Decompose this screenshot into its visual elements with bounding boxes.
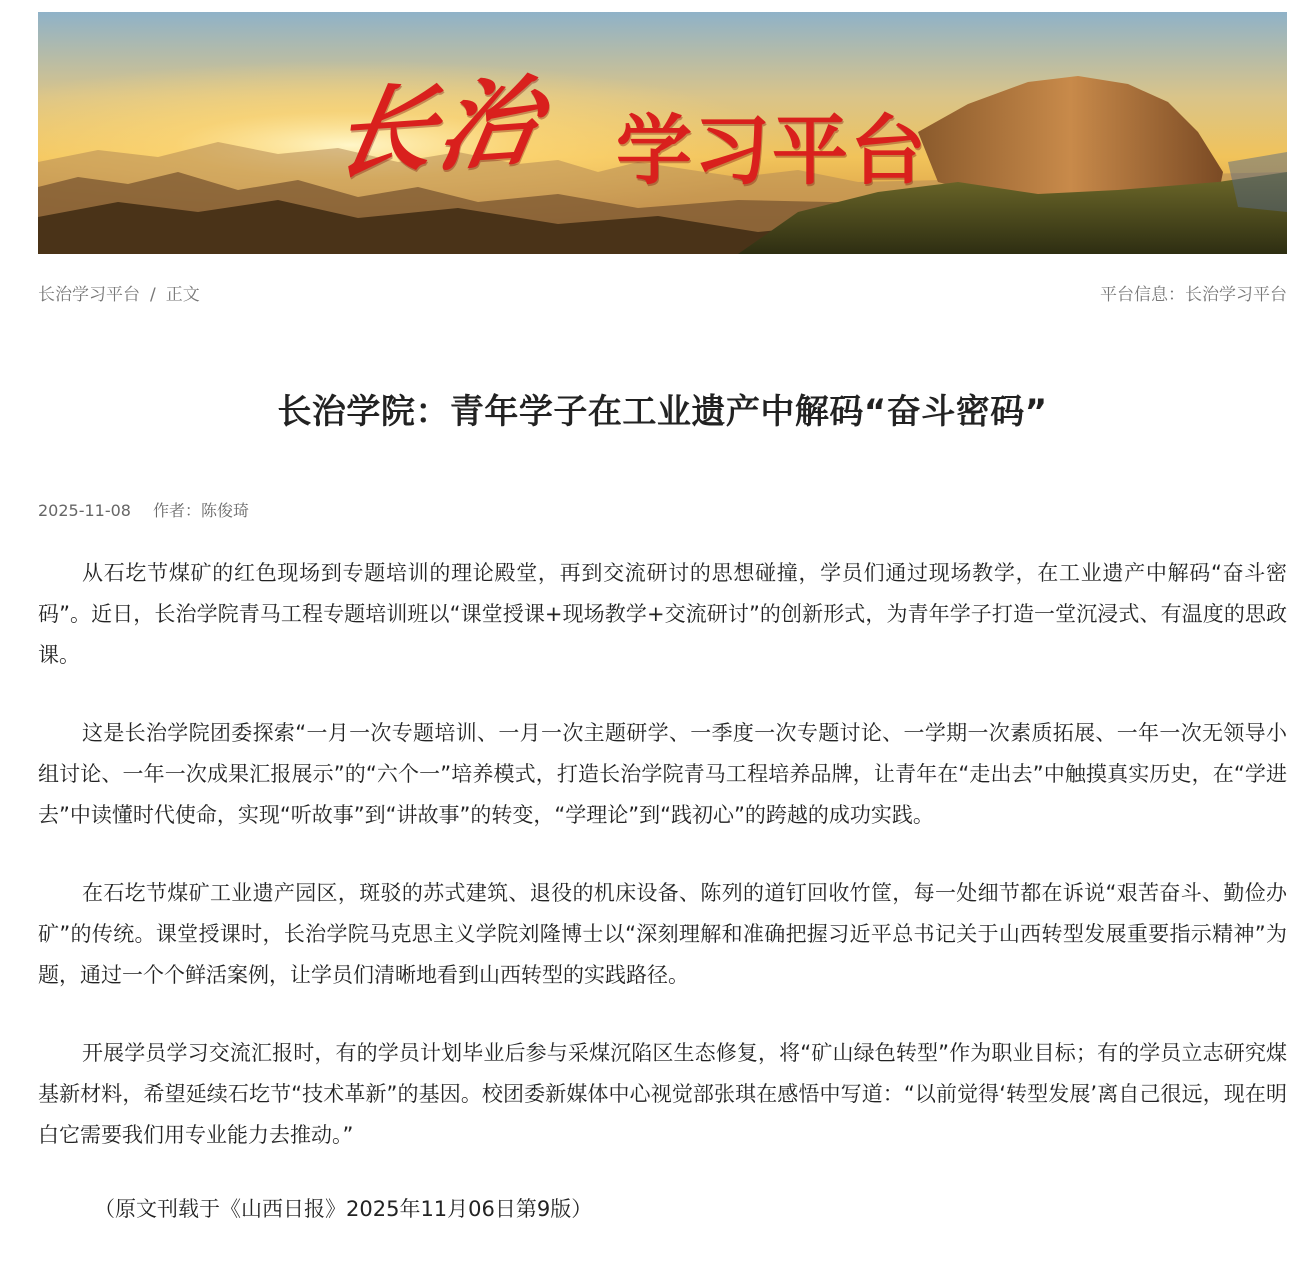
article-title: 长治学院：青年学子在工业遗产中解码“奋斗密码” (277, 392, 1048, 432)
paragraph: 开展学员学习交流汇报时，有的学员计划毕业后参与采煤沉陷区生态修复，将“矿山绿色转型”作为职业目标；有的学员立志研究煤基新材料，希望延续石圪节“技术革新”的基因。校团委新媒体中心视觉部张琪在感悟中写道：“以前觉得‘转型发展’离自己很远，现在明白它需要我们用专业能力去推动。” (38, 1041, 1287, 1147)
banner-title-platform: 学习平台 (616, 106, 928, 195)
breadcrumb (38, 280, 200, 305)
paragraph: 这是长治学院团委探索“一月一次专题培训、一月一次主题研学、一季度一次专题讨论、一学期一次素质拓展、一年一次无领导小组讨论、一年一次成果汇报展示”的“六个一”培养模式，打造长治学院青马工程培养品牌，让青年在“走出去”中触摸真实历史，在“学进去”中读懂时代使命，实现“听故事”到“讲故事”的转变，“学理论”到“践初心”的跨越的成功实践。 (38, 721, 1287, 827)
source-note: （原文刊载于《山西日报》2025年11月06日第9版） (94, 1197, 593, 1221)
publish-date: 2025-11-08 (38, 501, 131, 520)
breadcrumb-home-link[interactable]: 长治学习平台 (38, 285, 140, 305)
paragraph: 从石圪节煤矿的红色现场到专题培训的理论殿堂，再到交流研讨的思想碰撞，学员们通过现场教学，在工业遗产中解码“奋斗密码”。近日，长治学院青马工程专题培训班以“课堂授课+现场教学+交流研讨”的创新形式，为青年学子打造一堂沉浸式、有温度的思政课。 (38, 561, 1287, 667)
platform-info: 平台信息：长治学习平台 (1100, 285, 1287, 305)
article-body (38, 553, 1287, 1267)
banner-landscape-image (38, 12, 1287, 254)
article-meta (38, 498, 249, 521)
header-banner (38, 12, 1287, 254)
top-bar (38, 280, 1287, 306)
breadcrumb-separator: / (150, 285, 156, 305)
breadcrumb-current: 正文 (165, 285, 200, 305)
banner-title-changzhi: 长治 (324, 64, 553, 193)
author: 作者：陈俊琦 (152, 501, 249, 520)
paragraph: 在石圪节煤矿工业遗产园区，斑驳的苏式建筑、退役的机床设备、陈列的道钉回收竹筐，每一处细节都在诉说“艰苦奋斗、勤俭办矿”的传统。课堂授课时，长治学院马克思主义学院刘隆博士以“深刻理解和准确把握习近平总书记关于山西转型发展重要指示精神”为题，通过一个个鲜活案例，让学员们清晰地看到山西转型的实践路径。 (38, 881, 1287, 987)
